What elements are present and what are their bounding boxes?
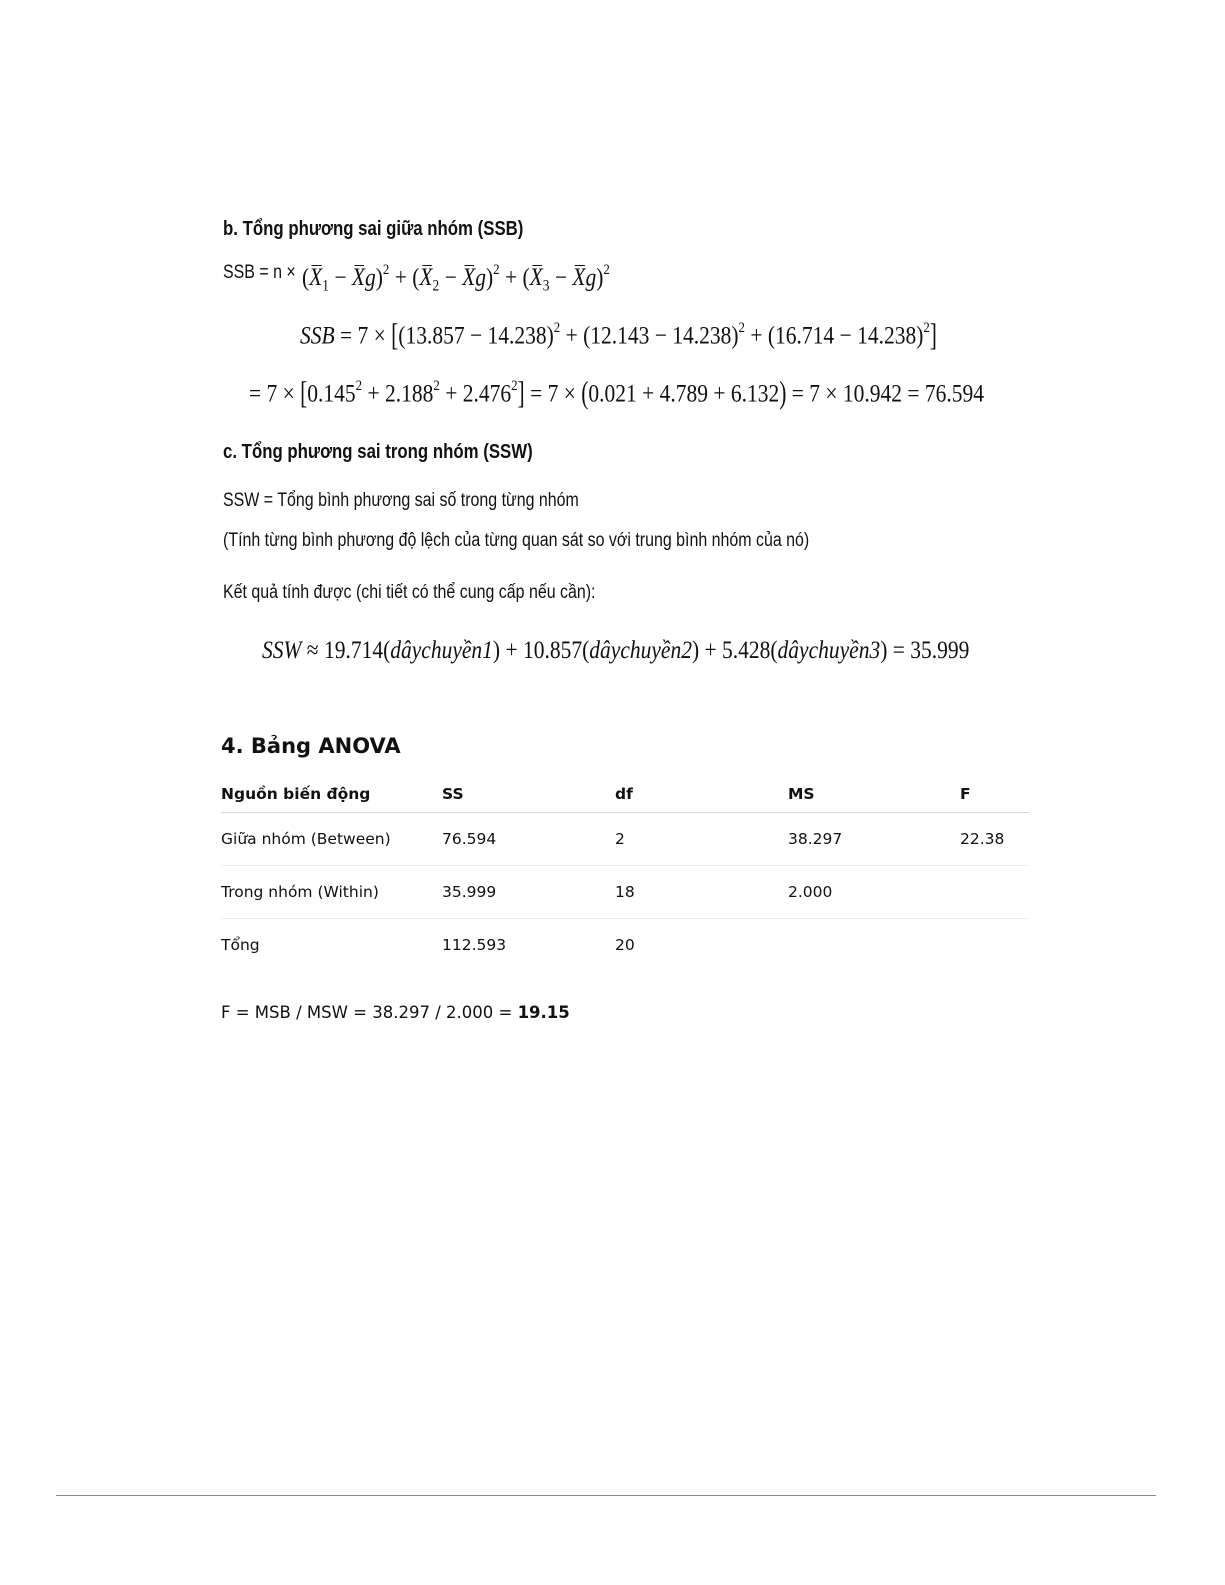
header-df: df [615, 776, 788, 813]
ssb-mean-1: 13.857 [405, 322, 465, 350]
ssb-step-prefix: = 7 × [249, 380, 295, 408]
cell-f [960, 919, 1029, 972]
cell-f [960, 866, 1029, 919]
table-row [221, 813, 1029, 866]
anova-heading: 4. Bảng ANOVA [221, 734, 401, 758]
ssb-sq-3: 6.132 [730, 380, 780, 408]
section-b-heading: b. Tổng phương sai giữa nhóm (SSB) [223, 218, 524, 240]
ssb-dev-1: 0.145 [307, 380, 356, 408]
cell-f: 22.38 [960, 813, 1029, 866]
ssw-result-note: Kết quả tính được (chi tiết có thể cung cấp nếu cần): [223, 582, 596, 603]
ssb-mean-2: 12.143 [590, 322, 650, 350]
ssb-general-formula [223, 262, 310, 296]
table-header-row [221, 776, 1029, 813]
section-c-heading: c. Tổng phương sai trong nhóm (SSW) [223, 441, 533, 463]
f-statistic-line [221, 1003, 570, 1022]
ssw-label-3: dâychuyền3 [777, 637, 881, 664]
ssw-value-3: 5.428 [721, 637, 771, 664]
ssb-dev-2: 2.188 [385, 380, 434, 408]
cell-df: 2 [615, 813, 788, 866]
ssb-grand-mean-1: 14.238 [487, 322, 547, 350]
table-row [221, 919, 1029, 972]
cell-ms: 38.297 [788, 813, 960, 866]
ssw-value-2: 10.857 [522, 637, 583, 664]
ssb-formula-prefix: SSB = n × [223, 262, 296, 283]
cell-source: Giữa nhóm (Between) [221, 813, 442, 866]
ssb-mean-3: 16.714 [775, 322, 835, 350]
ssb-sq-2: 4.789 [659, 380, 708, 408]
ssb-grand-mean-3: 14.238 [857, 322, 917, 350]
anova-table [221, 776, 1029, 971]
cell-source: Tổng [221, 936, 260, 954]
ssb-grand-mean-2: 14.238 [672, 322, 732, 350]
ssw-result: 35.999 [910, 637, 970, 664]
f-statistic-value: 19.15 [517, 1003, 570, 1022]
ssb-lhs: SSB [300, 322, 335, 350]
ssw-lhs: SSW [262, 637, 302, 664]
f-statistic-formula: F = MSB / MSW = 38.297 / 2.000 = [221, 1003, 518, 1022]
cell-ss: 76.594 [442, 813, 615, 866]
footer-divider [56, 1495, 1156, 1496]
ssw-label-2: dâychuyền2 [589, 637, 692, 664]
header-f: F [960, 776, 1029, 813]
header-ms: MS [788, 776, 960, 813]
cell-df: 18 [615, 866, 788, 919]
ssb-result: 76.594 [924, 380, 985, 408]
ssb-sq-1: 0.021 [588, 380, 637, 408]
ssb-sum: 10.942 [842, 380, 903, 408]
ssb-dev-3: 2.476 [462, 380, 512, 408]
cell-ss: 112.593 [442, 936, 507, 954]
header-source: Nguồn biến động [221, 776, 442, 813]
header-ss: SS [442, 776, 615, 813]
cell-ms: 2.000 [788, 866, 960, 919]
ssb-mult: = 7 × [340, 322, 386, 350]
ssb-general-expression: $(X_1 - Xg)^2 + (X_2 - Xg)^2 + (X_3 - Xg)^2$ [302, 262, 610, 295]
cell-ss: 35.999 [442, 866, 615, 919]
ssb-calculation-steps: = $7 \times [0.145^2 + 2.188^2 + 2.476^2] = 7 \times (0.021 + 4.789 + 6.132) = 7 \times 10.942 = 76.594$ [249, 376, 985, 411]
ssw-definition: SSW = Tổng bình phương sai số trong từng nhóm [223, 490, 579, 511]
cell-ms [788, 919, 960, 972]
ssw-explanation: (Tính từng bình phương độ lệch của từng quan sát so với trung bình nhóm của nó) [223, 530, 810, 551]
cell-df: 20 [615, 936, 635, 954]
ssw-equation: SSW ≈ 19.714(dâychuyền1) + 10.857(dâychuyền2) + 5.428(dâychuyền3) = 35.999 [262, 637, 970, 664]
ssw-value-1: 19.714 [323, 637, 384, 664]
ssw-label-1: dâychuyền1 [390, 637, 493, 664]
cell-source: Trong nhóm (Within) [221, 866, 442, 919]
ssb-numeric-equation: SSB = $7 \times [(13.857 - 14.238)^2 + (12.143 - 14.238)^2 + (16.714 - 14.238)^2]$ [300, 318, 937, 353]
table-row [221, 866, 1029, 919]
